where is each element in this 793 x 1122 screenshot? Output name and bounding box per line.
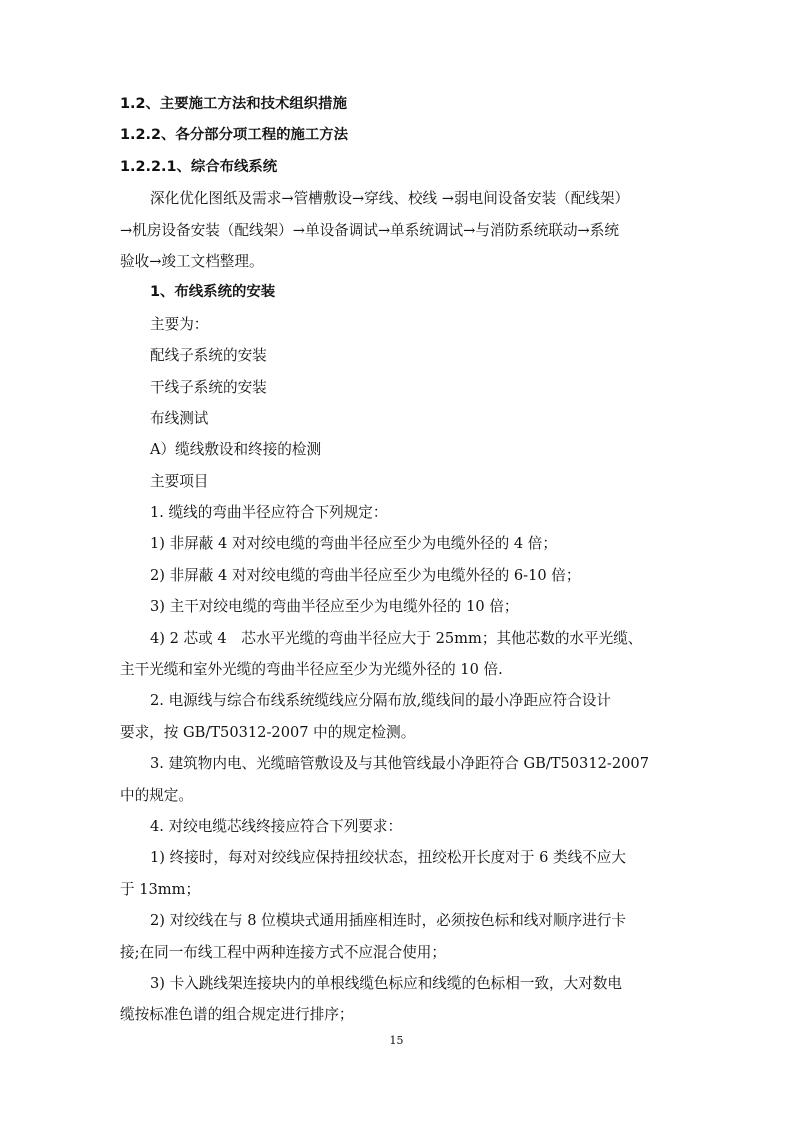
text-line: 主干光缆和室外光缆的弯曲半径应至少为光缆外径的 10 倍. [120,661,503,679]
document-body [120,89,680,1031]
text-line: 要求，按 GB/T50312-2007 中的规定检测。 [120,723,416,741]
text-line: 验收→竣工文档整理。 [120,252,264,270]
text-line: A）缆线敷设和终接的检测 [150,441,322,459]
heading-1-2-2: 1.2.2、各分部分项工程的施工方法 [120,127,349,144]
text-line: 3) 卡入跳线架连接块内的单根线缆色标应和线缆的色标相一致，大对数电 [150,974,623,992]
text-line: 缆按标准色谱的组合规定进行排序； [120,1006,354,1024]
text-line: 1. 缆线的弯曲半径应符合下列规定： [150,504,388,522]
text-line: 干线子系统的安装 [150,378,267,396]
text-line: 2) 非屏蔽 4 对对绞电缆的弯曲半径应至少为电缆外径的 6-10 倍； [150,566,581,584]
text-line: 主要项目 [150,472,209,490]
text-line: 于 13mm； [120,880,201,898]
workflow-paragraph [120,183,680,277]
section-title-cabling-install: 1、布线系统的安装 [150,284,276,301]
text-line: 2) 对绞线在与 8 位模块式通用插座相连时，必须按色标和线对顺序进行卡 [150,912,626,930]
text-line: 深化优化图纸及需求→管槽敷设→穿线、校线 →弱电间设备安装（配线架） [150,190,630,208]
heading-1-2-2-1: 1.2.2.1、综合布线系统 [120,158,278,175]
text-line: 4. 对绞电缆芯线终接应符合下列要求： [150,817,403,835]
text-line: →机房设备安装（配线架）→单设备调试→单系统调试→与消防系统联动→系统 [120,221,619,239]
text-line: 4) 2 芯或 4 芯水平光缆的弯曲半径应大于 25mm；其他芯数的水平光缆、 [150,629,643,647]
text-line: 主要为： [150,315,209,333]
text-line: 接;在同一布线工程中两种连接方式不应混合使用； [120,943,446,961]
text-line: 配线子系统的安装 [150,347,267,365]
text-line: 1) 终接时，每对对绞线应保持扭绞状态，扭绞松开长度对于 6 类线不应大 [150,849,626,867]
text-line: 3. 建筑物内电、光缆暗管敷设及与其他管线最小净距符合 GB/T50312-2007 [150,755,649,773]
text-line: 中的规定。 [120,786,193,804]
page-number: 15 [389,1034,404,1047]
text-line: 2. 电源线与综合布线系统缆线应分隔布放,缆线间的最小净距应符合设计 [150,692,612,710]
heading-1-2: 1.2、主要施工方法和技术组织措施 [120,96,347,112]
text-line: 布线测试 [150,409,209,427]
text-line: 3) 主干对绞电缆的弯曲半径应至少为电缆外径的 10 倍； [150,598,519,616]
text-line: 1) 非屏蔽 4 对对绞电缆的弯曲半径应至少为电缆外径的 4 倍； [150,535,557,553]
